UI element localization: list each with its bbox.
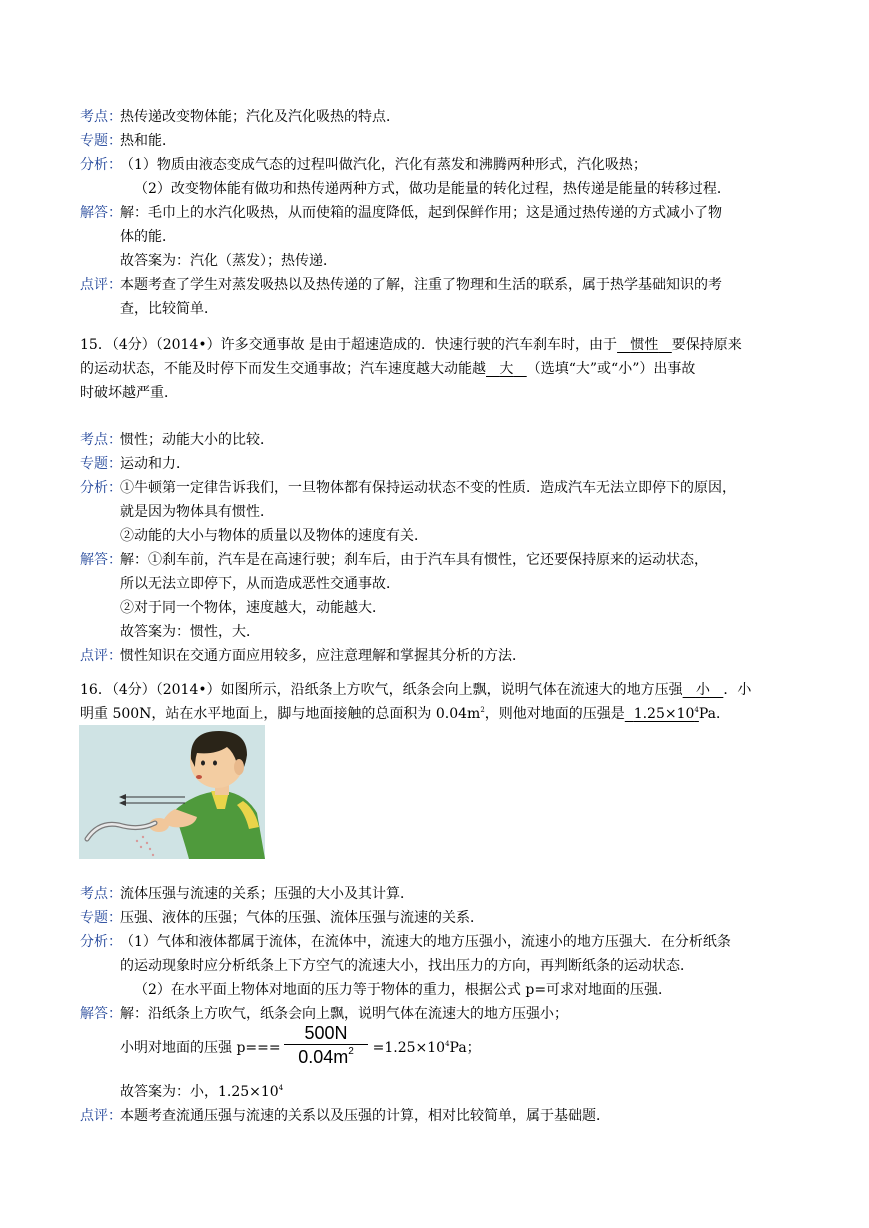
formula-result: =1.25×10: [372, 1040, 446, 1056]
formula-unit: Pa；: [449, 1040, 481, 1056]
q16-text: 明重 500N，站在水平地面上，脚与地面接触的总面积为 0.04m: [80, 706, 481, 722]
q16-question-line-2: [80, 704, 730, 724]
q16-fenxi-1: （1）气体和液体都属于流体，在流体中，流速大的地方压强小，流速小的地方压强大．在分析纸条: [120, 934, 731, 950]
fraction-denominator: [284, 1044, 368, 1069]
q15-answer-blank-2: [486, 361, 527, 377]
fraction-denominator-value: 0.04m: [298, 1047, 349, 1067]
mouth: [196, 775, 202, 779]
superscript: 4: [694, 706, 699, 714]
label-jieda: 解答：: [80, 205, 122, 221]
q15-text: 15．（4分）（2014•）许多交通事故 是由于超速造成的．快速行驶的汽车刹车时，由于: [80, 337, 618, 353]
q16-answer-2: 1.25×10: [633, 706, 695, 722]
label-kaodian: 考点：: [80, 886, 122, 902]
q15-text: 的运动状态，不能及时停下而发生交通事故；汽车速度越大动能越: [80, 361, 486, 377]
q15-text: 要保持原来: [671, 337, 742, 353]
q16-answer-blank-2: [625, 706, 699, 722]
label-fenxi: 分析：: [80, 157, 122, 173]
label-jieda: 解答：: [80, 552, 122, 568]
superscript: 2: [480, 706, 485, 714]
ear: [234, 759, 244, 775]
q16-answer-1: 小: [695, 682, 710, 698]
answer-text: 故答案为：小，1.25×10: [120, 1084, 279, 1100]
q15-dianping: 惯性知识在交通方面应用较多，应注意理解和掌握其分析的方法．: [120, 648, 526, 664]
q14-kaodian: 热传递改变物体能；汽化及汽化吸热的特点．: [120, 109, 400, 125]
label-kaodian: 考点：: [80, 109, 122, 125]
q15-question-line-1: [80, 335, 742, 355]
boy-blowing-paper-illustration: [79, 725, 265, 859]
label-dianping: 点评：: [80, 1108, 122, 1124]
q16-text: Pa．: [698, 706, 731, 722]
formula-prefix: 小明对地面的压强 p===: [120, 1040, 281, 1056]
q16-fenxi-2: 的运动现象时应分析纸条上下方空气的流速大小，找出压力的方向，再判断纸条的运动状态．: [120, 958, 694, 974]
superscript: 4: [278, 1084, 284, 1092]
q14-jieda-1: 解：毛巾上的水汽化吸热，从而使箱的温度降低，起到保鲜作用；这是通过热传递的方式减小了物: [120, 205, 722, 221]
label-zhuanti: 专题：: [80, 456, 122, 472]
q15-answer-1: 惯性: [630, 337, 659, 353]
q16-kaodian: 流体压强与流速的关系；压强的大小及其计算．: [120, 886, 414, 902]
label-zhuanti: 专题：: [80, 910, 122, 926]
q14-fenxi-1: （1）物质由液态变成气态的过程叫做汽化，汽化有蒸发和沸腾两种形式，汽化吸热；: [120, 157, 647, 173]
q15-zhuanti: 运动和力．: [120, 456, 190, 472]
label-zhuanti: 专题：: [80, 133, 122, 149]
q16-jieda-3: [120, 1082, 283, 1102]
q15-jieda-1: 解：①刹车前，汽车是在高速行驶；刹车后，由于汽车具有惯性，它还要保持原来的运动状态，: [120, 552, 708, 568]
q16-text: ．小: [723, 682, 752, 698]
q15-fenxi-1: ①牛顿第一定律告诉我们，一旦物体都有保持运动状态不变的性质．造成汽车无法立即停下的原因，: [120, 480, 736, 496]
q15-question-line-3: 时破坏越严重．: [80, 385, 178, 401]
q16-text: 16．（4分）（2014•）如图所示，沿纸条上方吹气，纸条会向上飘，说明气体在流速大的地方压强: [80, 682, 683, 698]
q14-jieda-2: 体的能．: [120, 229, 176, 245]
q14-jieda-3: 故答案为：汽化（蒸发）；热传递．: [120, 253, 337, 269]
label-fenxi: 分析：: [80, 480, 122, 496]
q15-answer-blank-1: [617, 337, 672, 353]
q15-question-line-2: [80, 359, 695, 379]
q16-text: ，则他对地面的压强是: [484, 706, 625, 722]
q15-fenxi-2: 就是因为物体具有惯性．: [120, 504, 274, 520]
q16-zhuanti: 压强、液体的压强；气体的压强、流体压强与流速的关系．: [120, 910, 484, 926]
fraction-numerator: 500N: [304, 1023, 348, 1043]
label-jieda: 解答：: [80, 1006, 122, 1022]
pressure-fraction: [284, 1022, 368, 1069]
superscript: 4: [445, 1040, 450, 1048]
q14-dianping-1: 本题考查了学生对蒸发吸热以及热传递的了解，注重了物理和生活的联系，属于热学基础知识的考: [120, 277, 722, 293]
eye: [201, 761, 205, 766]
superscript: 2: [348, 1046, 354, 1057]
q15-kaodian: 惯性；动能大小的比较．: [120, 432, 274, 448]
label-dianping: 点评：: [80, 277, 122, 293]
q16-answer-blank-1: [683, 682, 724, 698]
q15-jieda-3: ②对于同一个物体，速度越大，动能越大．: [120, 600, 386, 616]
eye: [213, 761, 217, 766]
q16-question-line-1: [80, 680, 751, 700]
q15-jieda-2: 所以无法立即停下，从而造成恶性交通事故．: [120, 576, 400, 592]
q15-text: （选填“大”或“小”）出事故: [526, 361, 696, 377]
q14-dianping-2: 查，比较简单．: [120, 301, 218, 317]
q16-fenxi-3: （2）在水平面上物体对地面的压力等于物体的重力，根据公式 p=可求对地面的压强．: [134, 982, 673, 998]
q15-jieda-4: 故答案为：惯性，大．: [120, 624, 260, 640]
q16-dianping: 本题考查流通压强与流速的关系以及压强的计算，相对比较简单，属于基础题．: [120, 1108, 610, 1124]
q15-answer-2: 大: [499, 361, 514, 377]
label-fenxi: 分析：: [80, 934, 122, 950]
label-dianping: 点评：: [80, 648, 122, 664]
q14-fenxi-2: （2）改变物体能有做功和热传递两种方式，做功是能量的转化过程，热传递是能量的转移过程．: [134, 181, 731, 197]
q16-jieda-1: 解：沿纸条上方吹气，纸条会向上飘，说明气体在流速大的地方压强小；: [120, 1006, 568, 1022]
q15-fenxi-3: ②动能的大小与物体的质量以及物体的速度有关．: [120, 528, 428, 544]
label-kaodian: 考点：: [80, 432, 122, 448]
q14-zhuanti: 热和能．: [120, 133, 176, 149]
